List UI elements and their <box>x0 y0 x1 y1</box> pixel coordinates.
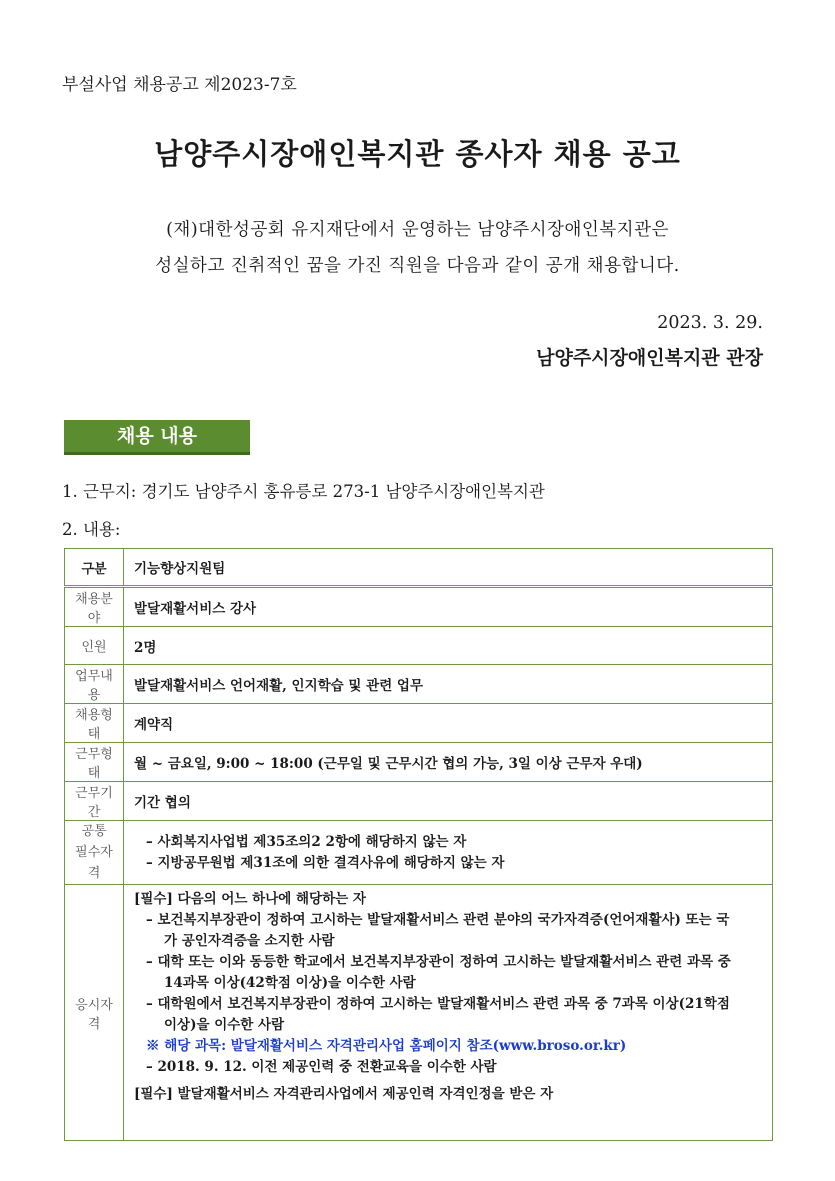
row-label: 채용분야 <box>65 587 124 627</box>
row-value: 2명 <box>124 627 773 665</box>
row-label: 업무내용 <box>65 665 124 704</box>
signer: 남양주시장애인복지관 관장 <box>536 347 763 369</box>
requirement-line: 가 공인자격증을 소지한 사람 <box>164 933 335 949</box>
row-label: 구분 <box>65 549 124 587</box>
row-label: 인원 <box>65 627 124 665</box>
notice-number: 부설사업 채용공고 제2023-7호 <box>62 75 297 95</box>
table-row <box>65 782 773 821</box>
requirement-heading: [필수] 발달재활서비스 자격관리사업에서 제공인력 자격인정을 받은 자 <box>134 1086 554 1102</box>
label-line: 필수자격 <box>75 845 113 881</box>
subject-note: ※ 해당 과목: 발달재활서비스 자격관리사업 홈페이지 참조(www.broso.or.kr) <box>146 1038 627 1054</box>
recruitment-table <box>64 548 773 1141</box>
content-item: 2. 내용: <box>62 520 121 539</box>
row-value: 발달재활서비스 강사 <box>124 587 773 627</box>
table-row <box>65 743 773 782</box>
intro-line-2: 성실하고 진취적인 꿈을 가진 직원을 다음과 같이 공개 채용합니다. <box>155 256 680 276</box>
row-label <box>65 821 124 885</box>
table-row <box>65 627 773 665</box>
row-value <box>124 821 773 885</box>
requirement-line: – 사회복지사업법 제35조의2 2항에 해당하지 않는 자 <box>146 833 467 850</box>
row-value: 월 ~ 금요일, 9:00 ~ 18:00 (근무일 및 근무시간 협의 가능, 3일 이상 근무자 우대) <box>124 743 773 782</box>
intro-line-1: (재)대한성공회 유지재단에서 운영하는 남양주시장애인복지관은 <box>166 220 669 240</box>
row-label: 응시자격 <box>65 885 124 1141</box>
requirement-line: – 대학 또는 이와 동등한 학교에서 보건복지부장관이 정하여 고시하는 발달재활서비스 관련 과목 중 <box>146 954 731 970</box>
requirement-line: – 보건복지부장관이 정하여 고시하는 발달재활서비스 관련 분야의 국가자격증(언어재활사) 또는 국 <box>146 912 730 928</box>
requirement-line: 14과목 이상(42학점 이상)을 이수한 사람 <box>164 975 416 991</box>
workplace-item: 1. 근무지: 경기도 남양주시 홍유릉로 273-1 남양주시장애인복지관 <box>62 482 545 501</box>
row-label: 채용형태 <box>65 704 124 743</box>
requirement-line: – 2018. 9. 12. 이전 제공인력 중 전환교육을 이수한 사람 <box>146 1059 497 1075</box>
table-row <box>65 665 773 704</box>
table-row <box>65 704 773 743</box>
section-title-badge: 채용 내용 <box>64 420 250 455</box>
row-value: 발달재활서비스 언어재활, 인지학습 및 관련 업무 <box>124 665 773 704</box>
row-value: 기간 협의 <box>124 782 773 821</box>
requirement-line: 이상)을 이수한 사람 <box>164 1017 285 1033</box>
table-row-common-requirements <box>65 821 773 885</box>
row-label: 근무형태 <box>65 743 124 782</box>
requirement-line: – 대학원에서 보건복지부장관이 정하여 고시하는 발달재활서비스 관련 과목 중 7과목 이상(21학점 <box>146 996 730 1012</box>
table-row-apply-requirements <box>65 885 773 1141</box>
label-line: 공통 <box>81 824 107 839</box>
row-value: 기능향상지원팀 <box>124 549 773 587</box>
page-title: 남양주시장애인복지관 종사자 채용 공고 <box>154 137 681 171</box>
table-row <box>65 549 773 587</box>
table-row <box>65 587 773 627</box>
requirement-line: – 지방공무원법 제31조에 의한 결격사유에 해당하지 않는 자 <box>146 854 505 871</box>
row-value: 계약직 <box>124 704 773 743</box>
requirement-heading: [필수] 다음의 어느 하나에 해당하는 자 <box>134 891 366 907</box>
row-label: 근무기간 <box>65 782 124 821</box>
notice-date: 2023. 3. 29. <box>657 313 763 333</box>
row-value <box>124 885 773 1141</box>
